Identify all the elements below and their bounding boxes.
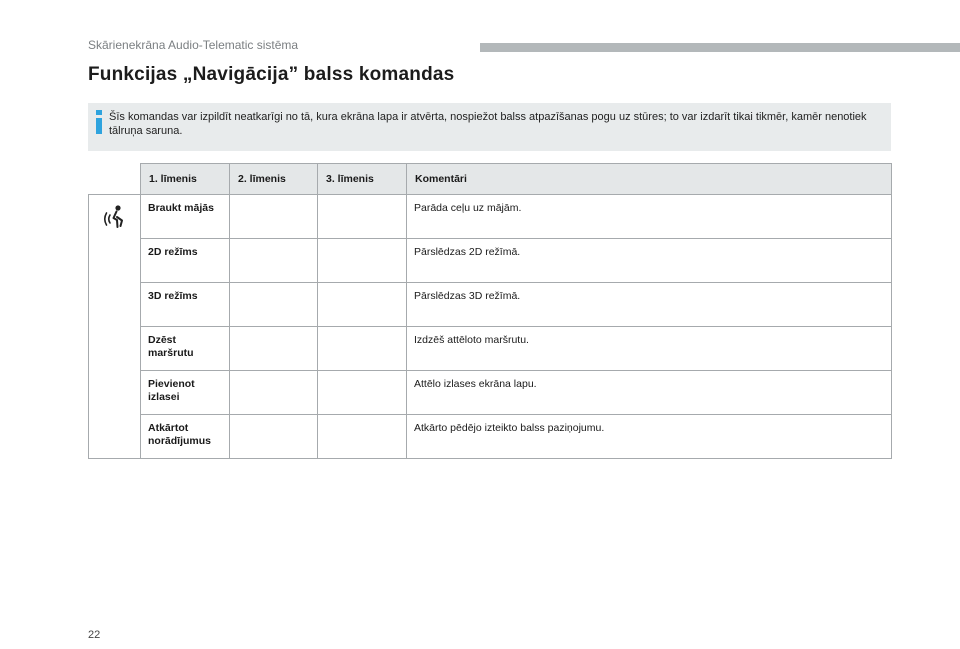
row5-comment: Attēlo izlases ekrāna lapu. [407, 371, 892, 415]
row2-level3 [318, 239, 407, 283]
section-header: Skārienekrāna Audio-Telematic sistēma [88, 38, 299, 52]
header-level1: 1. līmenis [141, 164, 230, 195]
header-blank-cell [89, 164, 141, 195]
row1-level3 [318, 195, 407, 239]
table-row [89, 327, 892, 371]
info-box [88, 103, 891, 151]
row5-level1: Pievienot izlasei [141, 371, 230, 415]
page-title: Funkcijas „Navigācija” balss komandas [88, 64, 455, 85]
row1-level1: Braukt mājās [141, 195, 230, 239]
row6-level3 [318, 415, 407, 459]
row3-level3 [318, 283, 407, 327]
page-number: 22 [88, 629, 101, 641]
row3-level1: 3D režīms [141, 283, 230, 327]
row1-level2 [230, 195, 318, 239]
row4-comment: Izdzēš attēloto maršrutu. [407, 327, 892, 371]
header-comments: Komentāri [407, 164, 892, 195]
row3-level2 [230, 283, 318, 327]
table-row [89, 371, 892, 415]
row6-comment: Atkārto pēdējo izteikto balss paziņojumu. [407, 415, 892, 459]
row4-level2 [230, 327, 318, 371]
row4-level3 [318, 327, 407, 371]
row2-level1: 2D režīms [141, 239, 230, 283]
table-row [89, 283, 892, 327]
table-header-row [89, 164, 892, 195]
row6-level2 [230, 415, 318, 459]
table-row [89, 239, 892, 283]
voice-commands-table [88, 163, 892, 459]
row4-level1: Dzēst maršrutu [141, 327, 230, 371]
header-level2: 2. līmenis [230, 164, 318, 195]
row5-level2 [230, 371, 318, 415]
info-icon [95, 110, 103, 134]
voice-command-icon [101, 204, 127, 230]
row1-comment: Parāda ceļu uz mājām. [407, 195, 892, 239]
icon-cell [89, 195, 141, 459]
info-text: Šīs komandas var izpildīt neatkarīgi no tā, kura ekrāna lapa ir atvērta, nospiežot balss atpazīšanas pogu uz stūres; to var izdarīt tikai tikmēr, kamēr nenotiek tālruņa saruna. [109, 111, 867, 137]
row2-level2 [230, 239, 318, 283]
row5-level3 [318, 371, 407, 415]
header-level3: 3. līmenis [318, 164, 407, 195]
header-bar [480, 43, 960, 52]
row6-level1: Atkārtot norādījumus [141, 415, 230, 459]
row3-comment: Pārslēdzas 3D režīmā. [407, 283, 892, 327]
table-row [89, 415, 892, 459]
table-row [89, 195, 892, 239]
row2-comment: Pārslēdzas 2D režīmā. [407, 239, 892, 283]
